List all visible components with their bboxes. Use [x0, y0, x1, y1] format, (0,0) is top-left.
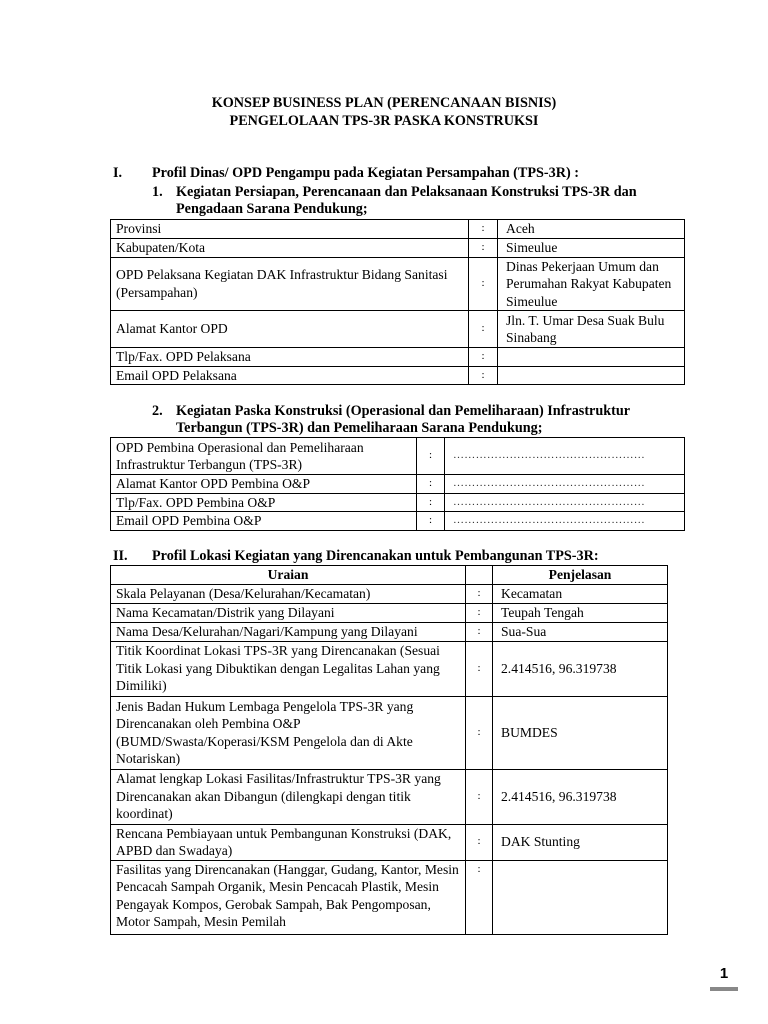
subsection-2-number: 2. [152, 403, 163, 419]
row-value: Jln. T. Umar Desa Suak Bulu Sinabang [498, 311, 685, 348]
section-1-heading: Profil Dinas/ OPD Pengampu pada Kegiatan Persampahan (TPS-3R) : [152, 165, 579, 181]
header-uraian: Uraian [111, 566, 466, 585]
section-2-heading: Profil Lokasi Kegiatan yang Direncanakan untuk Pembangunan TPS-3R: [152, 548, 599, 564]
subsection-1-number: 1. [152, 184, 163, 200]
row-label: Provinsi [111, 220, 469, 239]
table-row [111, 257, 685, 311]
row-label: Kabupaten/Kota [111, 238, 469, 257]
row-label: Tlp/Fax. OPD Pembina O&P [111, 493, 417, 512]
table-row [111, 438, 685, 475]
section-2-number: II. [113, 548, 128, 564]
table-row [111, 641, 668, 696]
table-row [111, 238, 685, 257]
row-colon: : [469, 311, 498, 348]
row-label: Rencana Pembiayaan untuk Pembangunan Konstruksi (DAK, APBD dan Swadaya) [111, 824, 466, 860]
row-colon: : [466, 584, 493, 603]
row-value: Kecamatan [493, 584, 668, 603]
table-row [111, 493, 685, 512]
row-label: Nama Kecamatan/Distrik yang Dilayani [111, 603, 466, 622]
row-label: OPD Pelaksana Kegiatan DAK Infrastruktur Bidang Sanitasi (Persampahan) [111, 257, 469, 311]
row-colon: : [466, 622, 493, 641]
row-colon: : [469, 257, 498, 311]
section-1-number: I. [113, 165, 123, 181]
row-colon: : [466, 860, 493, 934]
row-value [498, 348, 685, 367]
table-header-row [111, 566, 668, 585]
row-value: …………………………………………… [445, 475, 685, 494]
row-colon: : [466, 696, 493, 769]
row-colon: : [417, 493, 445, 512]
row-value: Sua-Sua [493, 622, 668, 641]
row-colon: : [466, 824, 493, 860]
row-label: Email OPD Pelaksana [111, 366, 469, 385]
table-row [111, 696, 668, 769]
row-colon: : [417, 512, 445, 531]
subsection-2-heading-line-1: Kegiatan Paska Konstruksi (Operasional dan Pemeliharaan) Infrastruktur [176, 403, 631, 419]
row-value: BUMDES [493, 696, 668, 769]
table-row [111, 512, 685, 531]
row-value: …………………………………………… [445, 438, 685, 475]
row-colon: : [417, 475, 445, 494]
row-colon: : [469, 366, 498, 385]
table-row [111, 366, 685, 385]
row-label: Nama Desa/Kelurahan/Nagari/Kampung yang Dilayani [111, 622, 466, 641]
row-value: Aceh [498, 220, 685, 239]
row-label: OPD Pembina Operasional dan Pemeliharaan Infrastruktur Terbangun (TPS-3R) [111, 438, 417, 475]
row-value: 2.414516, 96.319738 [493, 641, 668, 696]
row-value: 2.414516, 96.319738 [493, 769, 668, 824]
row-label: Jenis Badan Hukum Lembaga Pengelola TPS-3R yang Direncanakan oleh Pembina O&P (BUMD/Swasta/Koperasi/KSM Pengelola dan di Akte Notariskan) [111, 696, 466, 769]
row-label: Titik Koordinat Lokasi TPS-3R yang Direncanakan (Sesuai Titik Lokasi yang Dibuktikan dengan Legalitas Lahan yang Dimiliki) [111, 641, 466, 696]
row-label: Alamat Kantor OPD Pembina O&P [111, 475, 417, 494]
subsection-1-heading-line-1: Kegiatan Persiapan, Perencanaan dan Pelaksanaan Konstruksi TPS-3R dan [176, 184, 637, 200]
table-row [111, 584, 668, 603]
row-label: Alamat Kantor OPD [111, 311, 469, 348]
header-colon-spacer [466, 566, 493, 585]
document-title-line-2: PENGELOLAAN TPS-3R PASKA KONSTRUKSI [229, 113, 539, 129]
table-row [111, 860, 668, 934]
row-colon: : [469, 348, 498, 367]
page-number: 1 [719, 965, 729, 982]
table-row [111, 622, 668, 641]
table-row [111, 220, 685, 239]
table-row [111, 603, 668, 622]
subsection-1-heading-line-2: Pengadaan Sarana Pendukung; [176, 201, 368, 217]
row-value [498, 366, 685, 385]
row-label: Fasilitas yang Direncanakan (Hanggar, Gudang, Kantor, Mesin Pencacah Sampah Organik, Mesin Pencacah Plastik, Mesin Pengayak Kompos, Gerobak Sampah, Bak Pengomposan, Motor Sampah, Mesin Pemilah [111, 860, 466, 934]
row-value: Simeulue [498, 238, 685, 257]
row-colon: : [466, 641, 493, 696]
row-colon: : [466, 603, 493, 622]
lokasi-kegiatan-table [110, 565, 668, 935]
row-colon: : [469, 238, 498, 257]
header-penjelasan: Penjelasan [493, 566, 668, 585]
row-colon: : [469, 220, 498, 239]
document-title-line-1: KONSEP BUSINESS PLAN (PERENCANAAN BISNIS) [211, 95, 557, 111]
row-value: Dinas Pekerjaan Umum dan Perumahan Rakyat Kabupaten Simeulue [498, 257, 685, 311]
page-number-underline [710, 987, 738, 991]
row-colon: : [466, 769, 493, 824]
table-row [111, 475, 685, 494]
row-value: Teupah Tengah [493, 603, 668, 622]
table-row [111, 769, 668, 824]
row-value: DAK Stunting [493, 824, 668, 860]
row-label: Skala Pelayanan (Desa/Kelurahan/Kecamatan) [111, 584, 466, 603]
table-row [111, 824, 668, 860]
row-value: …………………………………………… [445, 512, 685, 531]
row-value: …………………………………………… [445, 493, 685, 512]
row-label: Alamat lengkap Lokasi Fasilitas/Infrastruktur TPS-3R yang Direncanakan akan Dibangun (dilengkapi dengan titik koordinat) [111, 769, 466, 824]
opd-pelaksana-table [110, 219, 685, 385]
subsection-2-heading-line-2: Terbangun (TPS-3R) dan Pemeliharaan Sarana Pendukung; [176, 420, 543, 436]
opd-pembina-table [110, 437, 685, 531]
table-row [111, 311, 685, 348]
row-colon: : [417, 438, 445, 475]
row-value [493, 860, 668, 934]
row-label: Email OPD Pembina O&P [111, 512, 417, 531]
table-row [111, 348, 685, 367]
row-label: Tlp/Fax. OPD Pelaksana [111, 348, 469, 367]
